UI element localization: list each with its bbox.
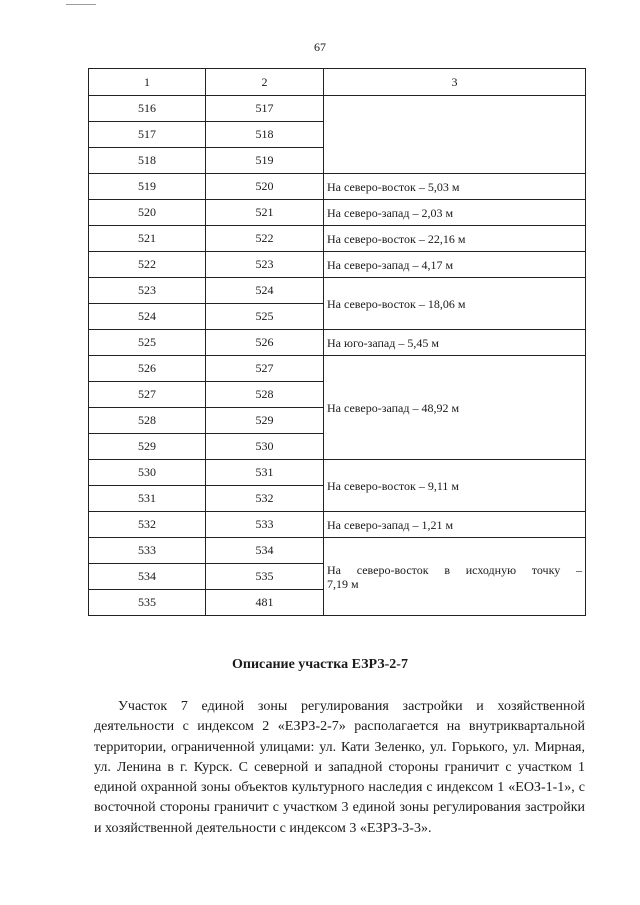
column-header-1: 1 bbox=[89, 69, 206, 96]
section-title: Описание участка ЕЗРЗ-2-7 bbox=[232, 657, 408, 672]
point-from: 519 bbox=[89, 174, 206, 200]
point-from: 526 bbox=[89, 356, 206, 382]
direction-cell bbox=[324, 96, 586, 174]
point-from: 521 bbox=[89, 226, 206, 252]
point-to: 530 bbox=[206, 434, 324, 460]
direction-cell: На северо-запад – 48,92 м bbox=[324, 356, 586, 460]
point-from: 520 bbox=[89, 200, 206, 226]
point-to: 523 bbox=[206, 252, 324, 278]
table-row bbox=[89, 96, 586, 122]
point-from: 517 bbox=[89, 122, 206, 148]
direction-cell: На северо-запад – 4,17 м bbox=[324, 252, 586, 278]
point-from: 527 bbox=[89, 382, 206, 408]
point-to: 520 bbox=[206, 174, 324, 200]
table-row bbox=[89, 200, 586, 226]
column-header-3: 3 bbox=[324, 69, 586, 96]
table-row bbox=[89, 252, 586, 278]
point-from: 530 bbox=[89, 460, 206, 486]
point-to: 481 bbox=[206, 590, 324, 616]
direction-cell: На северо-восток – 18,06 м bbox=[324, 278, 586, 330]
point-from: 523 bbox=[89, 278, 206, 304]
direction-cell: На северо-запад – 1,21 м bbox=[324, 512, 586, 538]
point-to: 517 bbox=[206, 96, 324, 122]
section-description: Участок 7 единой зоны регулирования застройки и хозяйственной деятельности с индексом 2 «ЕЗРЗ-2-7» располагается на внутриквартальной территории, ограниченной улицами: ул. Кати Зеленко, ул. Горького, ул. Мирная, ул. Ленина в г. Курск. С северной и западной стороны граничит с участком 1 единой охранной зоны объектов культурного наследия с индексом 1 «ЕОЗ-1-1», с восточной стороны граничит с участком 3 единой зоны регулирования застройки и хозяйственной деятельности с индексом 3 «ЕЗРЗ-3-3». bbox=[94, 699, 585, 836]
table-row bbox=[89, 278, 586, 304]
point-to: 524 bbox=[206, 278, 324, 304]
point-from: 525 bbox=[89, 330, 206, 356]
scan-mark bbox=[66, 4, 96, 5]
point-from: 533 bbox=[89, 538, 206, 564]
direction-cell: На северо-запад – 2,03 м bbox=[324, 200, 586, 226]
direction-cell: На северо-восток – 5,03 м bbox=[324, 174, 586, 200]
table-row bbox=[89, 538, 586, 564]
table-row bbox=[89, 460, 586, 486]
point-to: 528 bbox=[206, 382, 324, 408]
table-row bbox=[89, 174, 586, 200]
point-to: 531 bbox=[206, 460, 324, 486]
point-to: 526 bbox=[206, 330, 324, 356]
point-from: 518 bbox=[89, 148, 206, 174]
table-row bbox=[89, 512, 586, 538]
point-to: 519 bbox=[206, 148, 324, 174]
direction-line-1: На северо-восток в исходную точку – bbox=[327, 562, 582, 577]
direction-cell: На северо-восток – 22,16 м bbox=[324, 226, 586, 252]
point-from: 532 bbox=[89, 512, 206, 538]
point-from: 516 bbox=[89, 96, 206, 122]
point-from: 535 bbox=[89, 590, 206, 616]
direction-cell: На юго-запад – 5,45 м bbox=[324, 330, 586, 356]
point-from: 534 bbox=[89, 564, 206, 590]
point-from: 522 bbox=[89, 252, 206, 278]
point-from: 531 bbox=[89, 486, 206, 512]
point-to: 522 bbox=[206, 226, 324, 252]
point-to: 534 bbox=[206, 538, 324, 564]
column-header-2: 2 bbox=[206, 69, 324, 96]
point-to: 525 bbox=[206, 304, 324, 330]
direction-cell: На северо-восток – 9,11 м bbox=[324, 460, 586, 512]
point-to: 518 bbox=[206, 122, 324, 148]
page-number: 67 bbox=[314, 40, 326, 54]
table-row bbox=[89, 330, 586, 356]
point-from: 528 bbox=[89, 408, 206, 434]
point-to: 529 bbox=[206, 408, 324, 434]
point-to: 535 bbox=[206, 564, 324, 590]
point-to: 533 bbox=[206, 512, 324, 538]
point-from: 524 bbox=[89, 304, 206, 330]
table-header-row bbox=[89, 69, 586, 96]
point-from: 529 bbox=[89, 434, 206, 460]
direction-cell-last bbox=[324, 538, 586, 616]
direction-line-2: 7,19 м bbox=[327, 576, 359, 591]
table-row bbox=[89, 356, 586, 382]
point-to: 532 bbox=[206, 486, 324, 512]
coordinates-table bbox=[88, 68, 586, 616]
point-to: 527 bbox=[206, 356, 324, 382]
table-row bbox=[89, 226, 586, 252]
point-to: 521 bbox=[206, 200, 324, 226]
